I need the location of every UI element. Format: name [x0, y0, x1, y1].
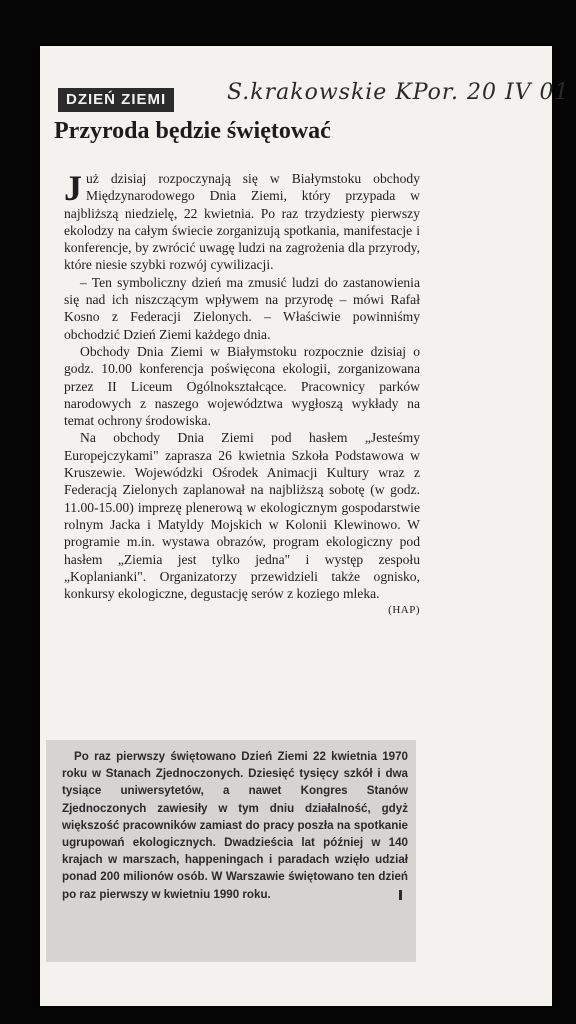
- article-paragraph: [64, 429, 420, 617]
- clipping-header: [52, 80, 570, 114]
- paragraph-text: Na obchody Dnia Ziemi pod hasłem „Jesteśmy Europejczykami" zaprasza 26 kwietnia Szkoła Podstawowa w Kruszewie. Wojewódzki Ośrodek Animacji Kultury wraz z Federacją Zielonych zaplanował na najbliższą sobotę (w godz. 11.00-15.00) imprezę plenerową w ekologicznym gospodarstwie rolnym Jacka i Matyldy Mojskich w Kolonii Klewinowo. W programie m.in. wystawa obrazów, program ekologiczny pod hasłem „Ziemia jest tylko jedna" i występ zespołu „Koplanianki". Organizatorzy przewidzieli także ognisko, konkursy ekologiczne, degustację serów z koziego mleka.: [64, 430, 420, 602]
- newspaper-clipping: [40, 46, 570, 1006]
- info-box-paragraph: [62, 748, 408, 903]
- end-of-article-mark: [399, 890, 402, 900]
- article-headline: Przyroda będzie świętować: [54, 118, 331, 144]
- info-box-content: Po raz pierwszy świętowano Dzień Ziemi 22 kwietnia 1970 roku w Stanach Zjednoczonych. Dziesięć tysięcy szkół i dwa tysiące uniwersytetów, a nawet Kongres Stanów Zjednoczonych zawiesiły w tym dniu działalność, gdyż większość pracowników zamiast do pracy poszła na spotkanie ugrupowań ekologicznych. Dwadzieścia lat później w 140 krajach w marszach, happeningach i paradach wzięło udział ponad 200 milionów osób. W Warszawie świętowano ten dzień po raz pierwszy w kwietniu 1990 roku.: [62, 750, 408, 901]
- info-box-text: [62, 748, 408, 903]
- info-box: [46, 740, 416, 962]
- article-paragraph: Obchody Dnia Ziemi w Białymstoku rozpocznie dzisiaj o godz. 10.00 konferencja poświęcona ekologii, zorganizowana przez II Liceum Ogólnokształcące. Pracownicy parków narodowych z naszego województwa wygłoszą wykłady na temat ochrony środowiska.: [64, 343, 420, 429]
- drop-cap: J: [64, 168, 82, 208]
- article-paragraph: – Ten symboliczny dzień ma zmusić ludzi do zastanowienia się nad ich niszczącym wpływem na przyrodę – mówi Rafał Kosno z Federacji Zielonych. – Właściwie powinniśmy obchodzić Dzień Ziemi każdego dnia.: [64, 274, 420, 342]
- handwritten-source-note: S.krakowskie KPor. 20 IV 01: [227, 80, 570, 105]
- article-body: [64, 170, 420, 620]
- paragraph-text: uż dzisiaj rozpoczynają się w Białymstoku obchody Międzynarodowego Dnia Ziemi, który przypada w najbliższą niedzielę, 22 kwietnia. Po raz trzydziesty pierwszy ekolodzy na całym świecie zorganizują spotkania, manifestacje i konferencje, by zwrócić uwagę ludzi na zagrożenia dla przyrody, które niesie szybki rozwój cywilizacji.: [64, 171, 420, 273]
- section-rubric: DZIEŃ ZIEMI: [58, 88, 174, 112]
- author-signature: (HAP): [388, 604, 420, 617]
- article-paragraph: [64, 170, 420, 274]
